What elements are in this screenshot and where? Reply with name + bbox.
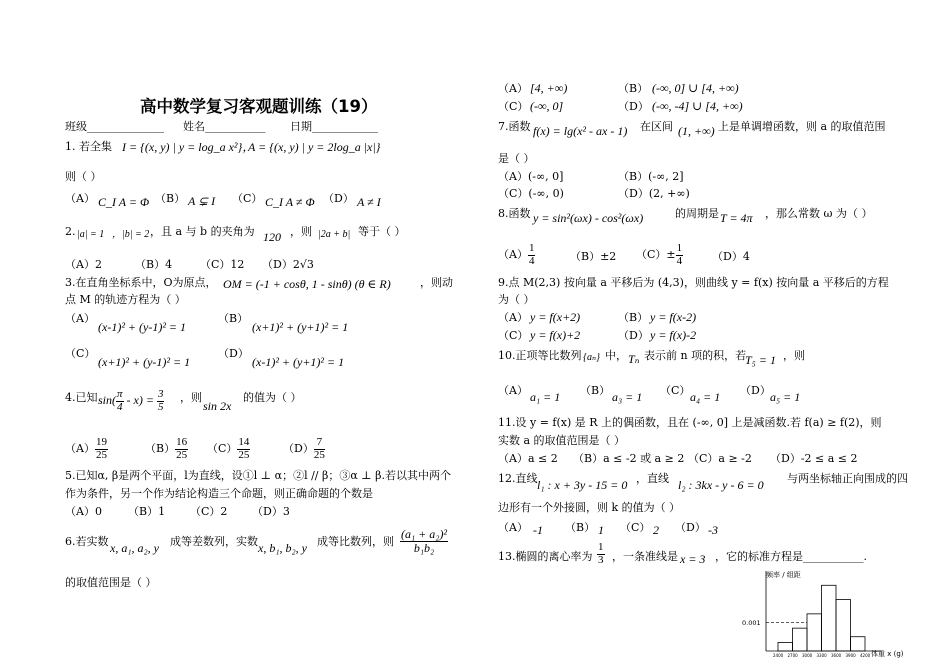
q4-opt-c-label: （C） xyxy=(207,442,238,456)
q6-opt-d-label: （D） xyxy=(618,100,649,113)
q2-opt-b: （B）4 xyxy=(135,258,173,271)
q4-opt-b xyxy=(145,437,188,461)
q8-opt-a-n: 1 xyxy=(528,242,535,254)
date-field: 日期____________ xyxy=(290,120,378,133)
q2-opt-c: （C）12 xyxy=(200,258,245,271)
q4-opt-a-label: （A） xyxy=(65,442,95,456)
q12-l1: l₁ : x + 3y - 15 = 0 xyxy=(537,478,628,492)
q4-opt-b-frac xyxy=(175,437,188,461)
q7-opt-a: （A）(-∞, 0] xyxy=(498,170,564,183)
q4-opt-d-n: 7 xyxy=(314,437,325,450)
q4-expr2: sin 2x xyxy=(203,399,232,413)
q4-opt-d-label: （D） xyxy=(283,442,314,456)
x-tick-label: 3900 xyxy=(845,653,856,658)
q13-tail: ，它的标准方程是___________. xyxy=(715,550,867,563)
q10-opt-a: a₁ = 1 xyxy=(530,390,561,404)
q5-opt-a: （A）0 xyxy=(65,505,102,518)
q6-opt-d: (-∞, -4] ∪ [4, +∞) xyxy=(652,99,743,113)
q12-opt-d: -3 xyxy=(708,523,718,537)
q3-line2: 点 M 的轨迹方程为（ ） xyxy=(65,293,186,306)
q10-tail: ，则 xyxy=(783,349,805,362)
x-tick-label: 2700 xyxy=(787,653,798,658)
q1-opt-c: C_I A ≠ Φ xyxy=(265,195,315,209)
q5-opt-d: （D）3 xyxy=(252,505,290,518)
q6-opt-a: [4, +∞) xyxy=(530,81,568,95)
q11-line1: 11.设 y = f(x) 是 R 上的偶函数，且在 (-∞, 0] 上是减函数.若 f(a) ≥ f(2)，则 xyxy=(498,416,882,429)
q8-opt-d: （D）4 xyxy=(712,250,750,263)
q9-opt-a-label: （A） xyxy=(498,311,528,324)
q3-opt-d-label: （D） xyxy=(218,347,249,360)
q13-frac-d: 3 xyxy=(598,553,604,566)
q3-opt-d: (x-1)² + (y+1)² = 1 xyxy=(252,355,345,369)
q12-l2: l₂ : 3kx - y - 6 = 0 xyxy=(678,478,764,492)
q13-stem: 13.椭圆的离心率为 xyxy=(498,550,593,563)
x-tick-label: 4200 xyxy=(860,653,871,658)
q4-opt-d-frac xyxy=(314,437,325,461)
q1-stem: 1. 若全集 xyxy=(65,140,112,153)
q9-line1: 9.点 M(2,3) 按向量 a 平移后为 (4,3)，则曲线 y = f(x) 按向量 a 平移后的方程 xyxy=(498,276,889,289)
q2-tail: 等于（ ） xyxy=(358,225,406,238)
q9-opt-b: y = f(x-2) xyxy=(650,310,697,324)
q1-opt-c-label: （C） xyxy=(232,192,263,205)
q7-interval: (1, +∞) xyxy=(678,124,715,138)
q6-mid2: 成等比数列，则 xyxy=(317,535,394,548)
x-tick-label: 3000 xyxy=(802,653,813,658)
q1-opt-d-label: （D） xyxy=(323,192,354,205)
q7-opt-d: （D）(2, +∞) xyxy=(618,187,690,200)
x-tick-label: 3600 xyxy=(831,653,842,658)
histogram-bar xyxy=(807,614,822,651)
q8-opt-c-d: 4 xyxy=(676,254,683,267)
q4-ask: ，则 xyxy=(180,391,202,404)
q4-expr-post: - x) = xyxy=(123,392,154,407)
y-tick-label: 0.001 xyxy=(742,618,761,627)
q8-opt-a-frac xyxy=(528,243,536,267)
q8-opt-c xyxy=(636,243,683,267)
q7-tail: 上是单调增函数，则 a 的取值范围 xyxy=(718,120,886,133)
q7-opt-b: （B）(-∞, 2] xyxy=(618,170,684,183)
q10-tn: Tₙ xyxy=(628,352,640,366)
q10-opt-b: a₃ = 1 xyxy=(612,390,643,404)
page-title: 高中数学复习客观题训练（19） xyxy=(140,97,378,116)
q4-value-d: 5 xyxy=(157,400,164,413)
q12-tail: 与两坐标轴正向围成的四 xyxy=(787,472,908,485)
q12-opt-c-label: （C） xyxy=(620,521,651,534)
q4-tail: 的值为（ ） xyxy=(243,391,302,404)
q1-then: 则（ ） xyxy=(65,170,102,183)
q13-frac xyxy=(597,542,605,566)
q12-opt-a-label: （A） xyxy=(498,521,528,534)
q6-opt-b-label: （B） xyxy=(618,82,649,95)
q12-opt-b: 1 xyxy=(598,523,604,537)
q4-opt-a-d: 25 xyxy=(95,448,107,461)
q13-mid: ，一条准线是 xyxy=(612,550,678,563)
q6-den: b₁b₂ xyxy=(413,540,435,555)
q6-stem: 6.若实数 xyxy=(65,535,109,548)
q2-ask: ，则 xyxy=(290,225,312,238)
q4-opt-c-d: 25 xyxy=(238,448,250,461)
q4-opt-c xyxy=(207,437,250,461)
q3-opt-a-label: （A） xyxy=(65,312,95,325)
q9-opt-d: y = f(x)-2 xyxy=(650,328,697,342)
q4-opt-b-n: 16 xyxy=(176,436,188,448)
q13-ecc xyxy=(597,542,605,566)
q9-line2: 为（ ） xyxy=(498,293,535,306)
q4-value xyxy=(157,389,165,413)
q11-opt-d: （D）-2 ≤ a ≤ 2 xyxy=(770,452,858,465)
q12-mid: ，直线 xyxy=(636,472,669,485)
q9-opt-b-label: （B） xyxy=(618,311,649,324)
histogram-bar xyxy=(822,585,837,651)
q13-directrix: x = 3 xyxy=(680,552,706,566)
q4-expr xyxy=(98,389,164,413)
y-axis-label: 频率 / 组距 xyxy=(766,571,801,579)
q7-expr: f(x) = lg(x² - ax - 1) xyxy=(533,124,628,138)
q3-tail: ，则动 xyxy=(420,276,453,289)
q1-set-i: I = {(x, y) | y = log_a x²}， xyxy=(122,140,255,154)
q12-opt-a: -1 xyxy=(533,523,543,537)
q10-opt-d: a₅ = 1 xyxy=(770,390,801,404)
q3-line1: 3.在直角坐标系中，O为原点， xyxy=(65,276,217,289)
q10-mid: 中， xyxy=(605,349,627,362)
q8-opt-a xyxy=(498,243,535,267)
q1-opt-a: C_I A = Φ xyxy=(98,195,150,209)
histogram-bar xyxy=(778,642,793,651)
q12-stem: 12.直线 xyxy=(498,472,538,485)
q4-opt-a-frac xyxy=(95,437,108,461)
q4-opt-a xyxy=(65,437,108,461)
q6-opt-b: (-∞, 0] ∪ [4, +∞) xyxy=(652,81,739,95)
q8-opt-c-label: （C）± xyxy=(636,248,676,262)
q4-stem: 4.已知 xyxy=(65,391,98,404)
q2-angle: 120 xyxy=(263,230,281,244)
q13-frac-n: 1 xyxy=(598,541,604,553)
q4-pi-over-4 xyxy=(116,389,124,413)
q4-pi: π xyxy=(117,388,123,400)
q12-opt-d-label: （D） xyxy=(675,521,706,534)
q4-opt-a-n: 19 xyxy=(95,436,107,448)
q7-stem: 7.函数 xyxy=(498,120,531,133)
q4-four: 4 xyxy=(117,400,123,413)
q2-vector-b: ，|b| = 2 xyxy=(112,229,150,240)
q10-t5: T₅ = 1 xyxy=(745,353,776,367)
q6-opt-a-label: （A） xyxy=(498,82,528,95)
q11-opt-a: （A）a ≤ 2 xyxy=(498,452,558,465)
q6-frac xyxy=(400,528,448,554)
q5-opt-b: （B）1 xyxy=(128,505,166,518)
q6-mid1: 成等差数列，实数 xyxy=(170,535,258,548)
q7-line2: 是（ ） xyxy=(498,152,535,165)
q8-opt-a-label: （A） xyxy=(498,248,528,262)
q4-opt-b-label: （B） xyxy=(145,442,176,456)
q1-opt-b: A ⊊ I xyxy=(188,194,216,208)
q8-opt-c-n: 1 xyxy=(676,242,683,254)
q1-opt-b-label: （B） xyxy=(155,192,186,205)
q6-num: (a₁ + a₂)² xyxy=(401,527,448,541)
q2-expr: |2a + b| xyxy=(318,229,351,240)
q4-opt-c-n: 14 xyxy=(238,436,250,448)
x-tick-label: 2400 xyxy=(773,653,784,658)
q12-opt-b-label: （B） xyxy=(565,521,596,534)
q4-value-n: 3 xyxy=(157,388,164,400)
q10-opt-a-label: （A） xyxy=(498,384,528,397)
q5-line2: 作为条件，另一个作为结论构造三个命题，则正确命题的个数是 xyxy=(65,487,373,500)
q3-opt-a: (x-1)² + (y-1)² = 1 xyxy=(98,320,187,334)
q8-stem: 8.函数 xyxy=(498,207,531,220)
q3-opt-b-label: （B） xyxy=(218,312,249,325)
q7-mid: 在区间 xyxy=(640,120,673,133)
q5-line1: 5.已知α, β是两个平面，l为直线，设①l ⊥ α；②l // β；③α ⊥ β.若以其中两个 xyxy=(65,469,451,482)
q3-opt-c-label: （C） xyxy=(65,347,96,360)
q3-opt-c: (x+1)² + (y-1)² = 1 xyxy=(98,355,191,369)
q9-opt-d-label: （D） xyxy=(618,329,649,342)
weight-histogram xyxy=(742,563,950,672)
class-field: 班级______________ xyxy=(65,120,164,133)
q9-opt-c: y = f(x)+2 xyxy=(530,328,581,342)
histogram-bar xyxy=(836,600,851,651)
q7-opt-c: （C）(-∞, 0) xyxy=(498,187,564,200)
q1-set-a: A = {(x, y) | y = 2log_a |x|} xyxy=(248,140,381,154)
q4-opt-c-frac xyxy=(237,437,250,461)
q11-opt-b: （B）a ≤ -2 或 a ≥ 2 xyxy=(573,452,685,465)
q4-opt-b-d: 25 xyxy=(176,448,188,461)
q6-opt-c: (-∞, 0] xyxy=(530,99,564,113)
q11-opt-c: （C）a ≥ -2 xyxy=(688,452,752,465)
q1-opt-d: A ≠ I xyxy=(357,195,381,209)
q8-opt-b: （B）±2 xyxy=(570,250,617,263)
q8-tail: ，那么常数 ω 为（ ） xyxy=(765,207,873,220)
q2-vector-a: |a| = 1 xyxy=(77,229,105,240)
q4-sin: sin( xyxy=(98,392,116,407)
q11-line2: 实数 a 的取值范围是（ ） xyxy=(498,434,626,447)
q8-mid: 的周期是 xyxy=(675,207,719,220)
q4-opt-d-d: 25 xyxy=(313,448,325,461)
q10-stem: 10.正项等比数列 xyxy=(498,349,582,362)
q10-seq: {aₙ} xyxy=(583,352,601,363)
q6-opt-c-label: （C） xyxy=(498,100,529,113)
q10-opt-c-label: （C） xyxy=(660,384,691,397)
q10-opt-d-label: （D） xyxy=(740,384,771,397)
q9-opt-c-label: （C） xyxy=(498,329,529,342)
q3-expr: OM = (-1 + cosθ, 1 - sinθ) (θ ∈ R) xyxy=(223,277,391,291)
q2-opt-a: （A）2 xyxy=(65,258,102,271)
q8-period: T = 4π xyxy=(720,211,753,225)
histogram-bar xyxy=(851,637,866,651)
q6-fraction xyxy=(400,528,448,554)
q2-angle-text: ，且 a 与 b 的夹角为 xyxy=(150,225,255,238)
q10-mid2: 表示前 n 项的积，若 xyxy=(644,349,747,362)
histogram-bar xyxy=(793,628,808,651)
q6-arith-seq: x, a₁, a₂, y xyxy=(110,541,159,555)
q8-expr: y = sin²(ωx) - cos²(ωx) xyxy=(533,211,644,225)
q1-opt-a-label: （A） xyxy=(65,192,95,205)
x-tick-label: 3300 xyxy=(816,653,827,658)
q2-stem: 2. xyxy=(65,225,76,238)
x-axis-label: 体重 x (g) xyxy=(871,650,904,658)
q9-opt-a: y = f(x+2) xyxy=(530,310,581,324)
q3-opt-b: (x+1)² + (y+1)² = 1 xyxy=(252,320,349,334)
q10-opt-c: a₄ = 1 xyxy=(690,390,721,404)
q12-opt-c: 2 xyxy=(653,523,659,537)
q8-opt-a-d: 4 xyxy=(528,254,535,267)
q4-opt-d xyxy=(283,437,325,461)
q6-geo-seq: x, b₁, b₂, y xyxy=(258,541,307,555)
q6-tail: 的取值范围是（ ） xyxy=(65,576,157,589)
q8-opt-c-frac xyxy=(676,243,684,267)
q10-opt-b-label: （B） xyxy=(580,384,611,397)
q12-line2: 边形有一个外接圆，则 k 的值为（ ） xyxy=(498,501,681,514)
name-field: 姓名___________ xyxy=(183,120,266,133)
q5-opt-c: （C）2 xyxy=(190,505,228,518)
q2-opt-d: （D）2√3 xyxy=(262,258,314,271)
